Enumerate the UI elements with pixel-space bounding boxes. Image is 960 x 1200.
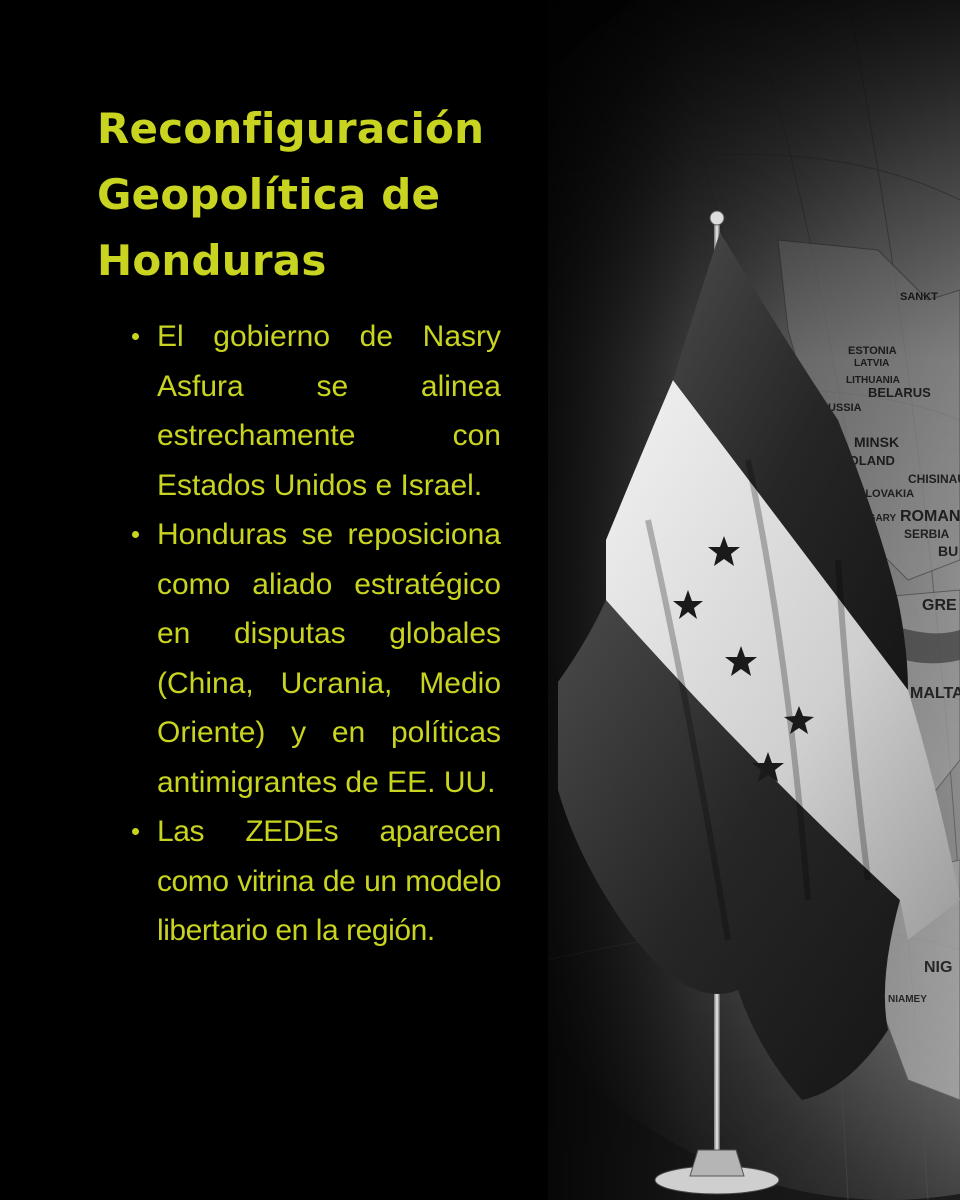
title-line-1: Reconfiguración	[97, 104, 485, 153]
bullet-item	[157, 807, 501, 956]
bullet-list	[130, 312, 501, 956]
post-title	[97, 96, 537, 294]
bullet-text-3: Las ZEDEs aparecen como vitrina de un modelo libertario en la región.	[157, 815, 501, 947]
title-line-3: Honduras	[97, 236, 327, 285]
bullet-item	[157, 510, 501, 807]
bullet-text-2: Honduras se reposiciona como aliado estratégico en disputas globales (China, Ucrania, Medio Oriente) y en políticas antimigrantes de EE. UU.	[157, 518, 501, 799]
pole-finial	[710, 211, 724, 225]
flag-photo	[548, 0, 960, 1200]
bullet-text-1: El gobierno de Nasry Asfura se alinea estrechamente con Estados Unidos e Israel.	[157, 320, 501, 502]
flag-globe-image	[548, 0, 960, 1200]
title-line-2: Geopolítica de	[97, 170, 441, 219]
bullet-item	[157, 312, 501, 510]
